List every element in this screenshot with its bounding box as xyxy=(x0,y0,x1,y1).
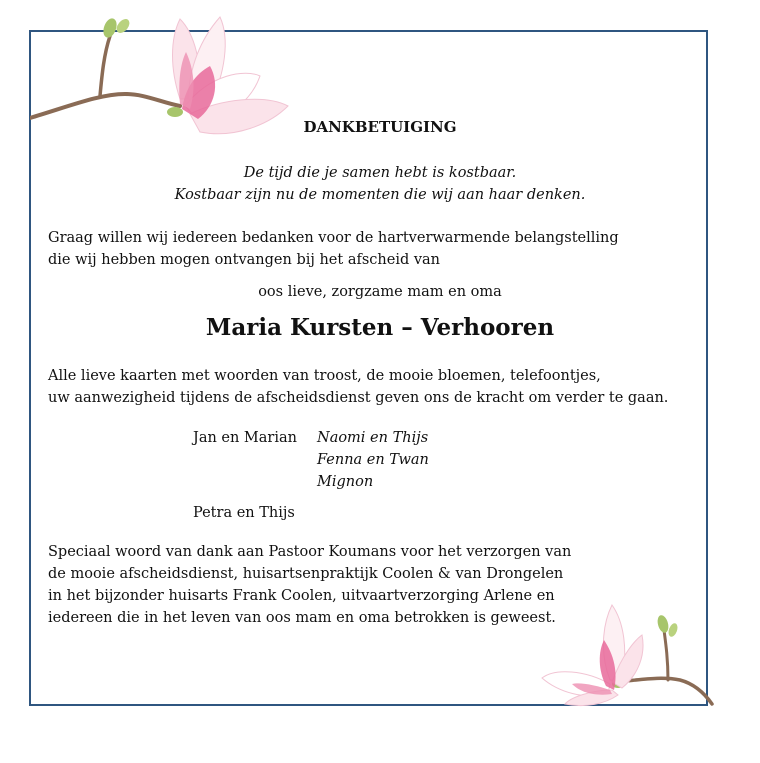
thanks-line-2: uw aanwezigheid tijdens de afscheidsdienst geven ons de kracht om verder te gaan. xyxy=(48,390,669,406)
deceased-name: Maria Kursten – Verhooren xyxy=(205,314,555,341)
quote-line-1: De tijd die je samen hebt is kostbaar. xyxy=(243,165,517,181)
family-parents-2: Petra en Thijs xyxy=(193,505,295,521)
special-line-1: Speciaal woord van dank aan Pastoor Koumans voor het verzorgen van xyxy=(48,544,572,560)
intro-line-2: die wij hebben mogen ontvangen bij het afscheid van xyxy=(48,252,441,268)
intro-line-1: Graag willen wij iedereen bedanken voor de hartverwarmende belangstelling xyxy=(48,230,619,246)
subtitle: oos lieve, zorgzame mam en oma xyxy=(258,284,502,300)
family-child-2: Fenna en Twan xyxy=(317,452,429,468)
family-child-3: Mignon xyxy=(317,474,374,490)
magnolia-branch-bottom-right-icon xyxy=(540,600,715,710)
family-child-1: Naomi en Thijs xyxy=(317,430,429,446)
thanks-line-1: Alle lieve kaarten met woorden van troost, de mooie bloemen, telefoontjes, xyxy=(48,368,601,384)
special-line-2: de mooie afscheidsdienst, huisartsenpraktijk Coolen & van Drongelen xyxy=(48,566,564,582)
special-line-3: in het bijzonder huisarts Frank Coolen, uitvaartverzorging Arlene en xyxy=(48,588,555,604)
special-line-4: iedereen die in het leven van oos mam en oma betrokken is geweest. xyxy=(48,610,556,626)
heading: DANKBETUIGING xyxy=(303,118,457,136)
family-parents-1: Jan en Marian xyxy=(193,430,297,446)
quote-line-2: Kostbaar zijn nu de momenten die wij aan haar denken. xyxy=(174,187,586,203)
